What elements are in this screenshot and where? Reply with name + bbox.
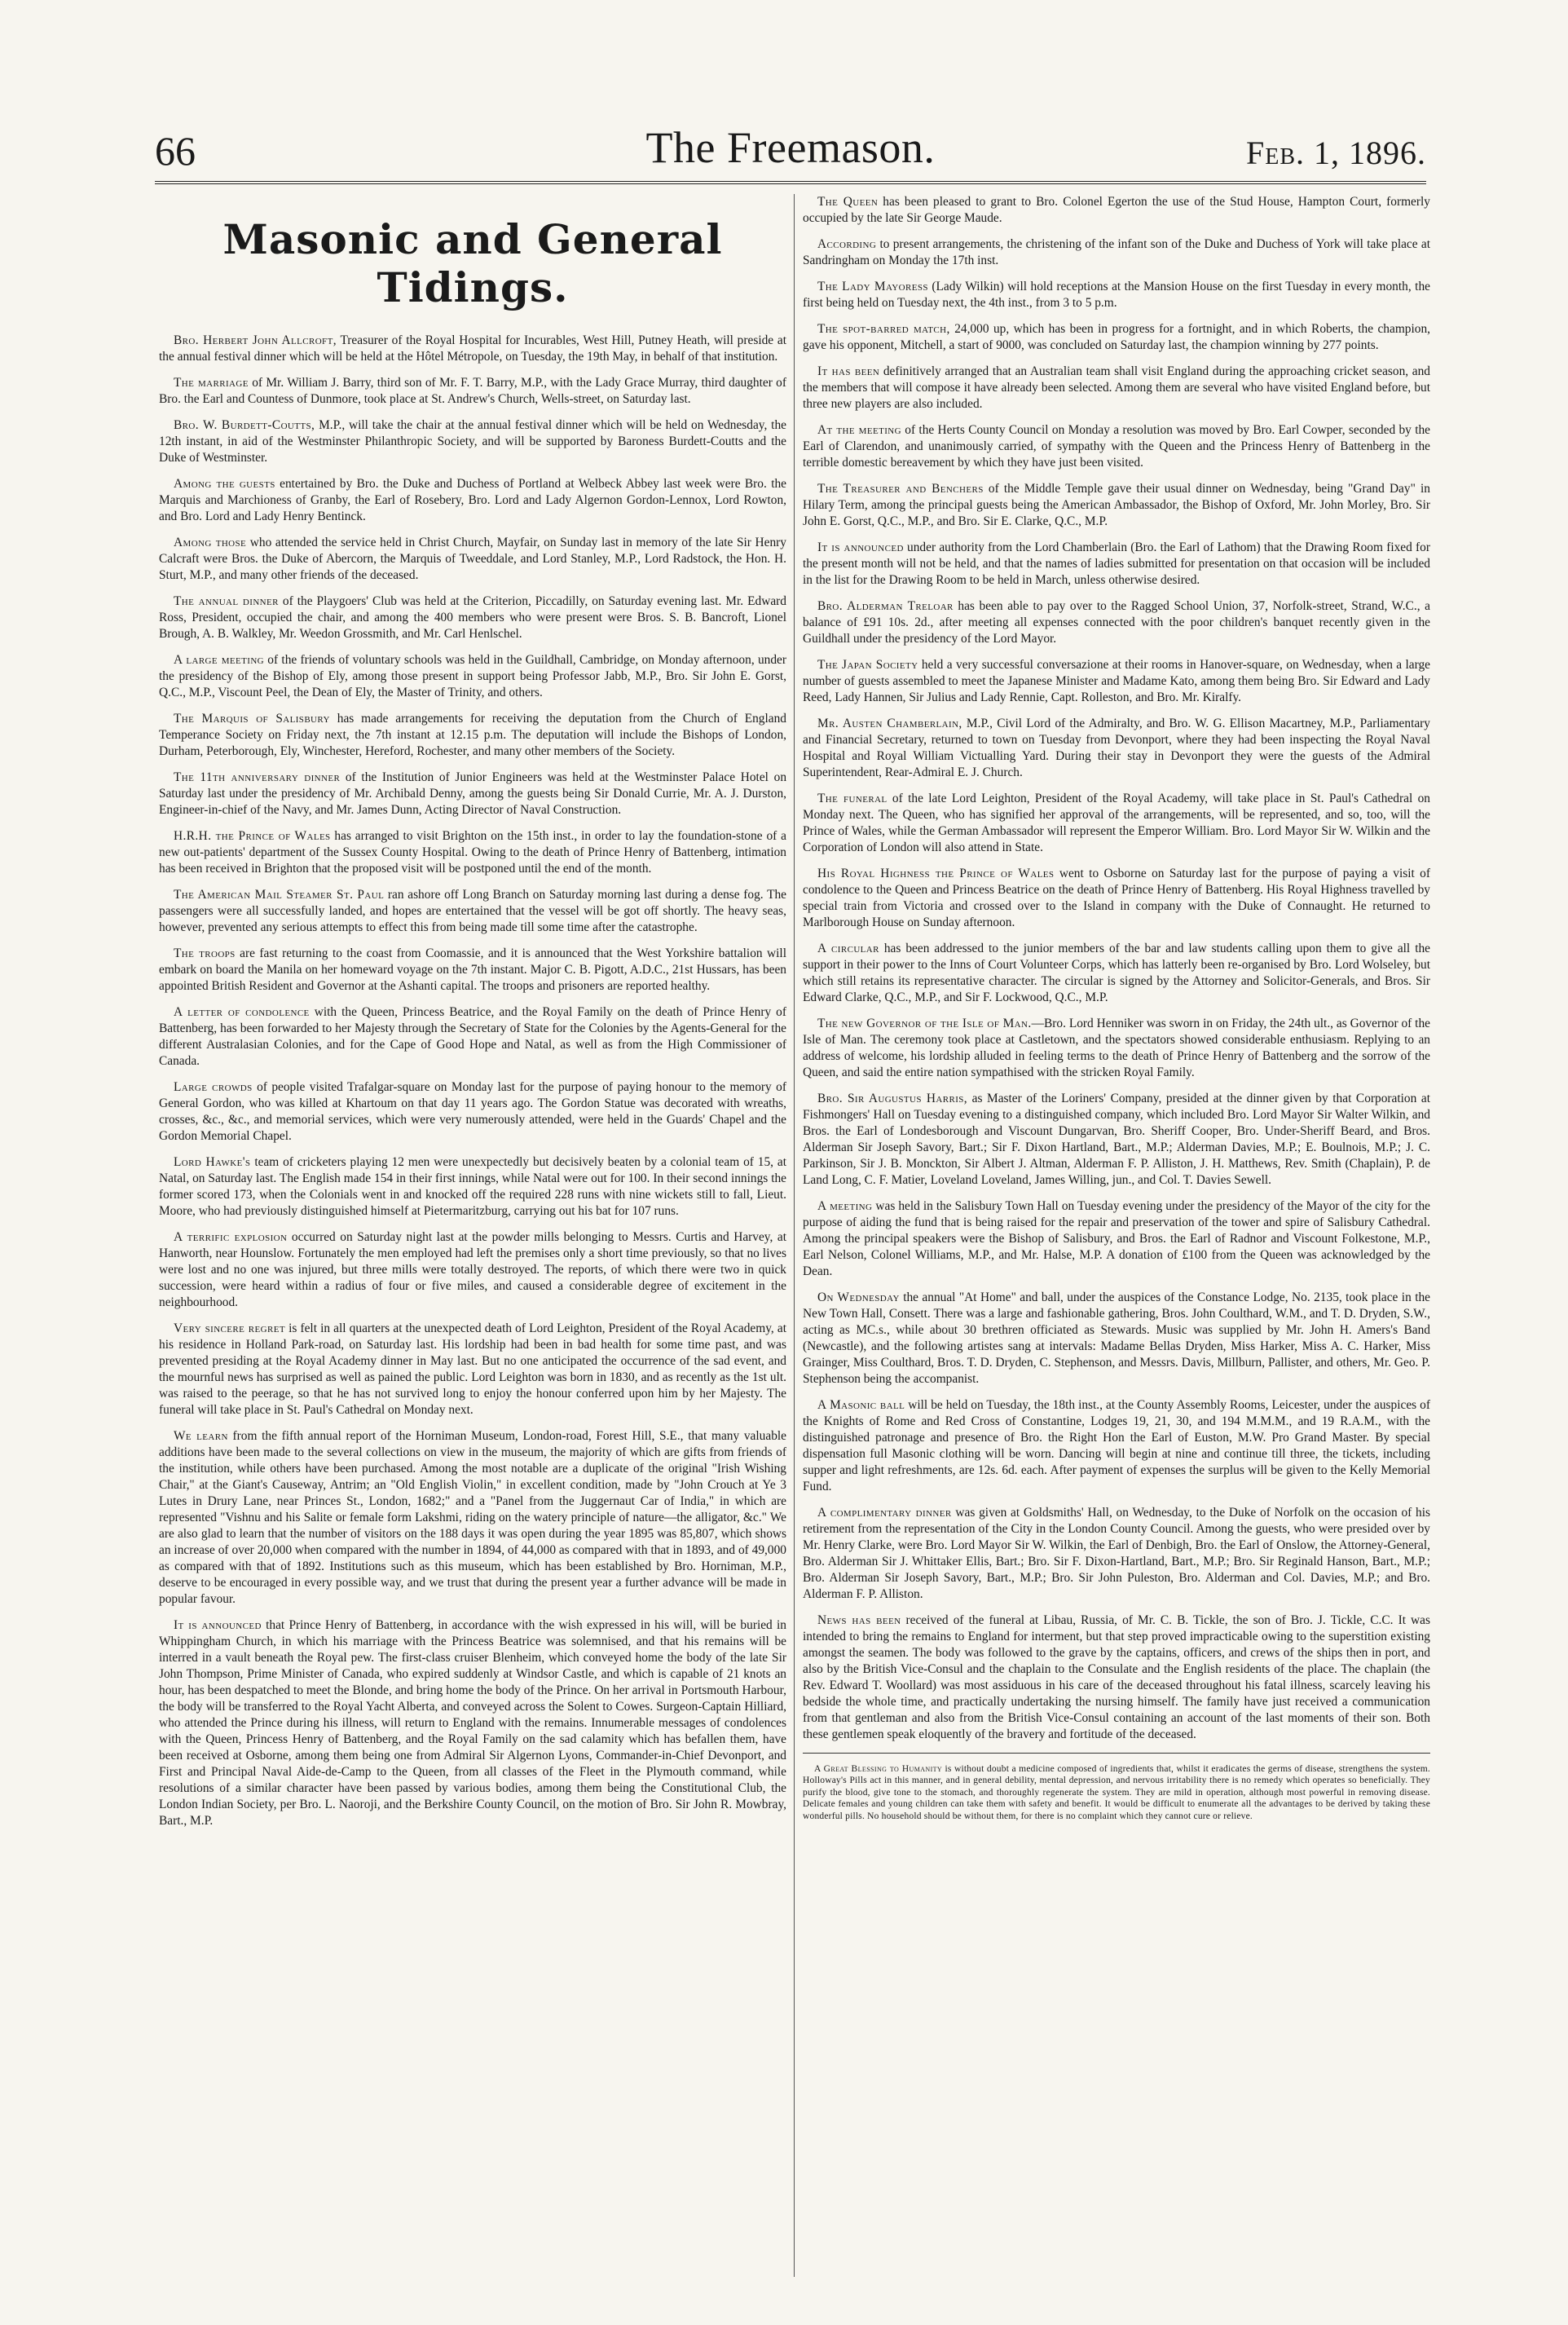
news-item-text: occurred on Saturday night last at the powder mills belonging to Messrs. Curtis and Harvey, at Hanworth, near Hounslow. Fortunately the men employed had left the premises only a short time previously, so that no lives were lost and no one was injured, but three mills were totally destroyed. The reports, of which there were two in quick succession, were heard within a radius of four or five miles, and caused a considerable degree of excitement in the neighbourhood. bbox=[159, 1230, 786, 1309]
news-item-lead: The Lady Mayoress bbox=[817, 280, 928, 293]
news-item bbox=[803, 279, 1430, 311]
news-item bbox=[803, 481, 1430, 530]
news-item-text: as Master of the Loriners' Company, presided at the dinner given by that Corporation at Fishmongers' Hall on Tuesday evening to a distinguished company, which included Bro. Lord Mayor Sir Walter Wilkin, and Bros. the Earl of Londesborough and Viscount Dungarvan, Bro. Sheriff Cooper, Bro. Under-Sheriff Beard, and Bros. Alderman Sir Joseph Savory, Bart.; Sir F. Dixon Hartland, Bart., M.P.; Alderman Davies, M.P.; E. Boulnois, M.P.; J. C. Parkinson, Sir J. B. Monckton, Sir Albert J. Altman, Alderman F. P. Alliston, J. H. Matthews, Rev. Smith (Chaplain), P. de Land Long, C. F. Matier, Loveland Loveland, James Willing, jun., and Col. T. Davies Sewell. bbox=[803, 1092, 1430, 1187]
news-item-lead: On Wednesday bbox=[817, 1290, 900, 1304]
news-item-text: of the Herts County Council on Monday a resolution was moved by Bro. Earl Cowper, seconded by the Earl of Clarendon, and unanimously carried, of sympathy with the Queen and the Princess Henry of Battenberg in the terrible domestic bereavement by which they have just been visited. bbox=[803, 423, 1430, 470]
news-item bbox=[803, 1290, 1430, 1388]
news-item-lead: The American Mail Steamer St. Paul bbox=[174, 888, 385, 902]
left-column bbox=[159, 194, 786, 2276]
news-item-text: went to Osborne on Saturday last for the purpose of paying a visit of condolence to the Queen and Princess Beatrice on the death of Prince Henry of Battenberg. His Royal Highness travelled by special train from Victoria and crossed over to the Island in company with the Duke of Connaught. He returned to Marlborough House on Sunday afternoon. bbox=[803, 867, 1430, 929]
right-column-articles bbox=[803, 194, 1430, 1743]
news-item bbox=[159, 1321, 786, 1418]
news-item-lead: Lord Hawke's bbox=[174, 1155, 251, 1169]
news-item-text: will be held on Tuesday, the 18th inst., at the County Assembly Rooms, Leicester, under the auspices of the Knights of Rome and Red Cross of Constantine, Lodges 19, 21, 30, and 194 M.M.M., and 19 R.A.M., with the distinguished patronage and presence of Bro. the Right Hon the Earl of Euston, M.W. Pro Grand Master. By special dispensation full Masonic clothing will be worn. Dancing will begin at nine and continue till three, the tickets, including supper and light refreshments, are 12s. 6d. each. After payment of expenses the surplus will be given to the Kelly Memorial Fund. bbox=[803, 1398, 1430, 1493]
news-item-lead: The annual dinner bbox=[174, 594, 279, 608]
news-item bbox=[803, 540, 1430, 589]
news-item bbox=[159, 333, 786, 365]
news-item-text: has made arrangements for receiving the deputation from the Church of England Temperance Society on Friday next, the 7th instant at 12.15 p.m. The deputation will include the Bishops of London, Durham, Peterborough, Ely, Winchester, Hereford, Rochester, and many other members of the Society. bbox=[159, 712, 786, 758]
news-item bbox=[803, 1397, 1430, 1495]
left-column-articles bbox=[159, 333, 786, 1829]
news-item-lead: Bro. W. Burdett-Coutts, bbox=[174, 418, 315, 432]
news-item bbox=[159, 828, 786, 877]
advert-divider bbox=[803, 1753, 1430, 1754]
news-item-text: the annual "At Home" and ball, under the auspices of the Constance Lodge, No. 2135, took place in the New Town Hall, Consett. There was a large and fashionable gathering, Bros. John Coulthard, W.M., and T. D. Dryden, S.W., acting as MC.s., while about 30 brethren officiated as Stewards. Music was supplied by Mr. John H. Amers's Band (Newcastle), and the following artistes sang at intervals: Madame Bellas Dryden, Miss Harker, Miss A. C. Harker, Miss Grainger, Miss Coulthard, Bros. T. D. Dryden, C. Stephenson, and Messrs. Davis, Millburn, Pallister, and others, Mr. Geo. P. Stephenson being the accompanist. bbox=[803, 1290, 1430, 1386]
news-item-text: that Prince Henry of Battenberg, in accordance with the wish expressed in his will, will be buried in Whippingham Church, in which his marriage with the Princess Beatrice was solemnised, and that his remains will be interred in a vault beneath the Royal pew. The first-class cruiser Blenheim, which conveyed home the body of the late Sir John Thompson, Prime Minister of Canada, who expired suddenly at Windsor Castle, and which is capable of 21 knots an hour, has been despatched to meet the Blonde, and bring home the body of the Prince. On her arrival in Portsmouth Harbour, the body will be transferred to the Royal Yacht Alberta, and conveyed across the Solent to Cowes. Surgeon-Captain Hilliard, who attended the Prince during his illness, will return to England with the remains. Innumerable messages of condolences with the Queen, Princess Henry of Battenberg, and the Royal Family on the sad calamity which has befallen them, have been received at Osborne, among them being one from Admiral Sir Algernon Lyons, Commander-in-Chief Devonport, and First and Principal Naval Aide-de-Camp to the Queen, from all classes of the Fleet in the Plymouth command, while resolutions of a similar character have been passed by various bodies, among them being the Constitutional Club, the London Indian Society, per Bro. L. Naoroji, and the Berkshire County Council, on the motion of Bro. Sir John R. Mowbray, Bart., M.P. bbox=[159, 1618, 786, 1828]
news-item-text: M.P., Civil Lord of the Admiralty, and Bro. W. G. Ellison Macartney, M.P., Parliamentary and Financial Secretary, returned to town on Tuesday from Devonport, where they had been inspecting the Royal Naval Hospital and Royal William Victualling Yard. During their stay in Devonport they were the guests of the Admiral Superintendent, Rear-Admiral E. J. Church. bbox=[803, 717, 1430, 779]
news-item-lead: The marriage bbox=[174, 376, 249, 390]
news-item-text: under authority from the Lord Chamberlain (Bro. the Earl of Lathom) that the Drawing Room fixed for the present month will not be held, and that the names of ladies submitted for presentation on that occasion will be included in the list for the Drawing Room to be held in March, unless otherwise desired. bbox=[803, 540, 1430, 587]
news-item bbox=[159, 1004, 786, 1070]
news-item-text: who attended the service held in Christ Church, Mayfair, on Sunday last in memory of the late Sir Henry Calcraft were Bros. the Duke of Abercorn, the Marquis of Tweeddale, and Lord Stanley, M.P., Lord Radstock, the Hon. H. Sturt, M.P., and many other friends of the deceased. bbox=[159, 536, 786, 582]
news-item bbox=[803, 1091, 1430, 1189]
news-item-text: of the late Lord Leighton, President of the Royal Academy, will take place in St. Paul's Cathedral on Monday next. The Queen, who has signified her approval of the arrangements, will be represented, and so, too, will the Prince of Wales, while the German Ambassador will represent the Emperor William. Bro. Lord Mayor Sir W. Wilkin and the Corporation of London will also attend in State. bbox=[803, 792, 1430, 854]
right-column bbox=[803, 194, 1430, 2276]
news-item-text: —Bro. Lord Henniker was sworn in on Friday, the 24th ult., as Governor of the Isle of Man. The ceremony took place at Castletown, and the spectators showed considerable enthusiasm. Replying to an address of welcome, his lordship alluded in feeling terms to the death of Prince Henry of Battenberg and the sorrow of the Queen, and said the entire nation sympathised with the stricken Royal Family. bbox=[803, 1017, 1430, 1079]
news-item-lead: Large crowds bbox=[174, 1080, 253, 1094]
news-item-text: entertained by Bro. the Duke and Duchess of Portland at Welbeck Abbey last week were Bro. the Marquis and Marchioness of Granby, the Earl of Rosebery, Bro. Lord and Lady Algernon Gordon-Lennox, Lord Rowton, and Bro. Lord and Lady Henry Bentinck. bbox=[159, 477, 786, 523]
news-item-lead: At the meeting bbox=[817, 423, 901, 437]
news-item bbox=[159, 1079, 786, 1145]
news-item bbox=[159, 887, 786, 936]
news-item-text: M.P., will take the chair at the annual festival dinner which will be held on Wednesday, the 12th instant, in aid of the Westminster Philanthropic Society, and will be supported by Baroness Burdett-Coutts and the Duke of Westminster. bbox=[159, 418, 786, 465]
news-item-lead: A meeting bbox=[817, 1199, 873, 1213]
news-item-lead: The Marquis of Salisbury bbox=[174, 712, 330, 726]
column-divider bbox=[794, 194, 795, 2277]
news-item bbox=[803, 422, 1430, 471]
news-item bbox=[159, 535, 786, 584]
news-item-lead: A circular bbox=[817, 942, 879, 955]
news-item bbox=[803, 1198, 1430, 1280]
news-item-text: (Lady Wilkin) will hold receptions at the Mansion House on the first Tuesday in every month, the first being held on Tuesday next, the 4th inst., from 3 to 5 p.m. bbox=[803, 280, 1430, 310]
news-item-text: of the Middle Temple gave their usual dinner on Wednesday, being "Grand Day" in Hilary Term, among the principal guests being the American Ambassador, the Bishop of Oxford, Mr. John Morley, Bro. Sir John E. Gorst, Q.C., M.P., and Bro. Sir E. Clarke, Q.C., M.P. bbox=[803, 482, 1430, 528]
news-item bbox=[803, 1612, 1430, 1743]
news-item-text: definitively arranged that an Australian team shall visit England during the approaching cricket season, and the members that will compose it have already been selected. Among them are several who have visited England before, but three new players are also included. bbox=[803, 364, 1430, 411]
news-item-lead: A complimentary dinner bbox=[817, 1506, 952, 1520]
news-item bbox=[159, 1154, 786, 1220]
news-item-text: Treasurer of the Royal Hospital for Incurables, West Hill, Putney Heath, will preside at the annual festival dinner which will be held at the Hôtel Métropole, on Tuesday, the 19th May, in behalf of that institution. bbox=[159, 333, 786, 364]
news-item-lead: Bro. Sir Augustus Harris, bbox=[817, 1092, 968, 1105]
news-item bbox=[159, 375, 786, 408]
news-item bbox=[159, 946, 786, 995]
news-item-text: received of the funeral at Libau, Russia, of Mr. C. B. Tickle, the son of Bro. J. Tickle, C.C. It was intended to bring the remains to England for interment, but that step proved impracticable owing to the superstition existing amongst the seamen. The body was followed to the grave by the captains, officers, and crews of the ships then in port, and also by the British Vice-Consul and the chaplain to the Consulate and the English residents of the place. The chaplain (the Rev. Edward T. Woollard) was most assiduous in his care of the deceased throughout his fatal illness, scarcely leaving his bedside the whole time, and practically undertaking the nursing himself. The family have just received a communication from that gentleman and also from the British Vice-Consul containing an account of the last moments of their son. Both these gentlemen speak eloquently of the bravery and fortitude of the deceased. bbox=[803, 1613, 1430, 1741]
news-item-lead: H.R.H. the Prince of Wales bbox=[174, 829, 331, 843]
news-item-lead: A terrific explosion bbox=[174, 1230, 288, 1244]
news-item-text: team of cricketers playing 12 men were unexpectedly but decisively beaten by a colonial team of 15, at Natal, on Saturday last. The English made 154 in their first innings, while Natal were out for 100. In their second innings the former scored 173, when the Colonials went in and knocked off the required 228 runs with nine wickets still to fall, Lieut. Moore, who had previously distinguished himself at Pietermaritzburg, carrying out his bat for 107 runs. bbox=[159, 1155, 786, 1218]
news-item-lead: It is announced bbox=[817, 540, 904, 554]
news-item-lead: The Queen bbox=[817, 195, 879, 209]
news-item-lead: Among the guests bbox=[174, 477, 275, 491]
news-item bbox=[803, 364, 1430, 412]
news-item-lead: The spot-barred match, bbox=[817, 322, 950, 336]
news-item-lead: The Japan Society bbox=[817, 658, 918, 672]
news-item-lead: It has been bbox=[817, 364, 880, 378]
news-item-lead: A large meeting bbox=[174, 653, 265, 667]
advertisement bbox=[803, 1763, 1430, 1823]
news-item-text: from the fifth annual report of the Horniman Museum, London-road, Forest Hill, S.E., that many valuable additions have been made to the several collections on view in the museum, the majority of which are gifts from friends of the institution, while others have been purchased. Among the most notable are a duplicate of the original "Irish Wishing Chair," at the Giant's Causeway, Antrim; an "Old English Violin," in excellent condition, made by "John Crouch at Ye 3 Lutes in Drury Lane, near Princes St., London, 1682;" and a "Panel from the Juggernaut Car of India," in which are represented "Vishnu and his Salite or female form Lakshmi, riding on the watery principle of nature—the alligator, &c." We are also glad to learn that the number of visitors on the 188 days it was open during the year 1895 was 85,807, which shows an increase of over 20,000 when compared with the number in 1894, of 44,000 as compared with that in 1893, and of 49,000 as compared with that of 1892. Institutions such as this museum, which has been established by Bro. Horniman, M.P., deserve to be encouraged in every possible way, and we trust that during the present year a further advance will be made in popular favour. bbox=[159, 1429, 786, 1606]
news-item bbox=[803, 1505, 1430, 1603]
news-item bbox=[803, 657, 1430, 706]
news-item-lead: A letter of condolence bbox=[174, 1005, 310, 1019]
news-item-text: ran ashore off Long Branch on Saturday morning last during a dense fog. The passengers were all successfully landed, and hopes are entertained that the vessel will be got off shortly. The heavy seas, however, prevented any serious attempts to effect this from being made till some time after the catastrophe. bbox=[159, 888, 786, 934]
page-number: 66 bbox=[155, 128, 196, 174]
news-item bbox=[803, 1016, 1430, 1081]
news-item bbox=[159, 417, 786, 466]
advert-text: is without doubt a medicine composed of ingredients that, whilst it eradicates the germs of disease, strengthens the system. Holloway's Pills act in this manner, and in general debility, mental depression, and nervous irritability there is no remedy which operates so beneficially. They purify the blood, give tone to the stomach, and thoroughly regenerate the system. They are mild in operation, although most powerful in removing disease. Delicate females and young children can take them with safety and benefit. It would be difficult to enumerate all the advantages to be derived by taking these wonderful pills. No household should be without them, for there is no complaint which they cannot cure or relieve. bbox=[803, 1763, 1430, 1821]
news-item-text: has been pleased to grant to Bro. Colonel Egerton the use of the Stud House, Hampton Court, formerly occupied by the late Sir George Maude. bbox=[803, 195, 1430, 225]
news-item bbox=[803, 791, 1430, 856]
news-item-text: of Mr. William J. Barry, third son of Mr. F. T. Barry, M.P., with the Lady Grace Murray, third daughter of Bro. the Earl and Countess of Dunmore, took place at St. Andrew's Church, Wells-street, on Saturday last. bbox=[159, 376, 786, 406]
news-item-lead: According bbox=[817, 237, 877, 251]
news-item bbox=[803, 321, 1430, 354]
issue-date: Feb. 1, 1896. bbox=[1245, 135, 1426, 171]
news-item-lead: It is announced bbox=[174, 1618, 262, 1632]
news-item-lead: The funeral bbox=[817, 792, 888, 805]
news-item-lead: Mr. Austen Chamberlain, bbox=[817, 717, 962, 730]
news-item-text: of people visited Trafalgar-square on Monday last for the purpose of paying honour to the memory of General Gordon, who was killed at Khartoum on that day 11 years ago. The Gordon Statue was decorated with wreaths, crosses, &c., &c., and memorial services, which were very numerously attended, were held in the Guards' Chapel and the Gordon Memorial Chapel. bbox=[159, 1080, 786, 1143]
news-item-text: 24,000 up, which has been in progress for a fortnight, and in which Roberts, the champion, gave his opponent, Mitchell, a start of 9000, was concluded on Saturday last, the champion winning by 277 points. bbox=[803, 322, 1430, 352]
section-title: Masonic and General Tidings. bbox=[222, 215, 723, 311]
masthead-rule bbox=[155, 181, 1426, 184]
news-item-lead: The 11th anniversary dinner bbox=[174, 770, 341, 784]
news-item-text: held a very successful conversazione at their rooms in Hanover-square, on Wednesday, when a large number of guests assembled to meet the Japanese Minister and Madame Kato, among them being Bro. Sir Edward and Lady Reed, Lady Hannen, Sir Julius and Lady Rennie, Capt. Rolleston, and Bro. Mr. Kiralfy. bbox=[803, 658, 1430, 704]
news-item bbox=[159, 770, 786, 818]
newspaper-title: The Freemason. bbox=[645, 123, 936, 172]
news-item-lead: His Royal Highness the Prince of Wales bbox=[817, 867, 1055, 880]
news-item bbox=[803, 236, 1430, 269]
news-item-text: of the friends of voluntary schools was held in the Guildhall, Cambridge, on Monday afternoon, under the presidency of the Bishop of Ely, among those present in support being Professor Jabb, M.P., Bro. Sir John E. Gorst, Q.C., M.P., Viscount Peel, the Dean of Ely, the Master of Trinity, and others. bbox=[159, 653, 786, 699]
advert-lead: A Great Blessing to Humanity bbox=[814, 1763, 943, 1774]
news-item-lead: We learn bbox=[174, 1429, 228, 1443]
news-item-text: was held in the Salisbury Town Hall on Tuesday evening under the presidency of the Mayor of the city for the purpose of aiding the fund that is being raised for the repair and preservation of the tower and spire of Salisbury Cathedral. Among the principal speakers were the Bishop of Salisbury, and Bros. the Earl of Radnor and Viscount Folkestone, M.P., Earl Nelson, Colonel Williams, M.P., and Mr. Halse, M.P. A donation of £100 from the Queen was acknowledged by the Dean. bbox=[803, 1199, 1430, 1278]
news-item bbox=[159, 593, 786, 642]
news-item bbox=[159, 1428, 786, 1608]
news-item-text: has been addressed to the junior members of the bar and law students calling upon them to give all the support in their power to the Inns of Court Volunteer Corps, which has latterly been re-organised by Bro. Lord Wolseley, but which still retains its representative character. The circular is signed by the Attorney and Solicitor-Generals, and Bros. Sir Edward Clarke, Q.C., M.P., and Sir F. Lockwood, Q.C., M.P. bbox=[803, 942, 1430, 1004]
news-item-text: of the Institution of Junior Engineers was held at the Westminster Palace Hotel on Saturday last under the presidency of Mr. Archibald Denny, among the guests being Sir Donald Currie, Mr. A. J. Durston, Engineer-in-chief of the Navy, and Mr. James Dunn, Acting Director of Naval Construction. bbox=[159, 770, 786, 817]
news-item-text: with the Queen, Princess Beatrice, and the Royal Family on the death of Prince Henry of Battenberg, has been forwarded to her Majesty through the Secretary of State for the Colonies by the Agents-General for the different Australasian Colonies, and for the Cape of Good Hope and Natal, as well as from the High Commissioner of Canada. bbox=[159, 1005, 786, 1068]
news-item bbox=[159, 476, 786, 525]
news-item-text: are fast returning to the coast from Coomassie, and it is announced that the West Yorkshire battalion will embark on board the Manila on her homeward voyage on the 7th instant. Major C. B. Pigott, A.D.C., 21st Hussars, has been appointed British Resident and Governor at the Ashanti capital. The troops and prisoners are reported healthy. bbox=[159, 946, 786, 993]
news-item-lead: News has been bbox=[817, 1613, 901, 1627]
news-item-lead: The troops bbox=[174, 946, 236, 960]
news-item-text: of the Playgoers' Club was held at the Criterion, Piccadilly, on Saturday evening last. Mr. Edward Ross, President, occupied the chair, and among the 400 members who were present were Bros. S. B. Bancroft, Lionel Brough, A. B. Walkley, Mr. Weedon Grossmith, and Mr. Carl Henlschel. bbox=[159, 594, 786, 641]
news-item-lead: Very sincere regret bbox=[174, 1321, 285, 1335]
news-item bbox=[159, 1617, 786, 1829]
news-item-lead: Bro. Herbert John Allcroft, bbox=[174, 333, 337, 347]
news-item bbox=[803, 194, 1430, 227]
news-item bbox=[803, 941, 1430, 1006]
news-item bbox=[803, 598, 1430, 647]
news-item-lead: Among those bbox=[174, 536, 247, 549]
news-item bbox=[803, 716, 1430, 781]
news-item-lead: The new Governor of the Isle of Man. bbox=[817, 1017, 1032, 1030]
news-item-lead: Bro. Alderman Treloar bbox=[817, 599, 954, 613]
masthead bbox=[155, 122, 1426, 179]
news-item bbox=[159, 1229, 786, 1311]
news-item bbox=[803, 866, 1430, 931]
news-item-text: is felt in all quarters at the unexpected death of Lord Leighton, President of the Royal Academy, at his residence in Holland Park-road, on Saturday last. His lordship had been in bad health for some time past, and was prevented presiding at the Royal Academy dinner in May last. But no one anticipated the occurrence of the sad event, and the mournful news has surprised as well as pained the public. Lord Leighton was born in 1830, and as recently as the 1st ult. was raised to the peerage, so that he has not survived long to enjoy the honour conferred upon him by her Majesty. The funeral will take place in St. Paul's Cathedral on Monday next. bbox=[159, 1321, 786, 1417]
news-item bbox=[159, 711, 786, 760]
news-item-lead: A Masonic ball bbox=[817, 1398, 905, 1412]
news-item bbox=[159, 652, 786, 701]
news-item-text: to present arrangements, the christening of the infant son of the Duke and Duchess of York will take place at Sandringham on Monday the 17th inst. bbox=[803, 237, 1430, 267]
news-item-text: was given at Goldsmiths' Hall, on Wednesday, to the Duke of Norfolk on the occasion of his retirement from the representation of the City in the London County Council. Among the guests, who were presided over by Mr. Henry Clarke, were Bro. Lord Mayor Sir W. Wilkin, the Earl of Denbigh, Bro. the Earl of Onslow, the Attorney-General, Bro. Alderman Sir J. Whittaker Ellis, Bart.; Bro. Sir F. Dixon-Hartland, Bart., M.P.; Bro. Sir Reginald Hanson, Bart., M.P.; Bro. Alderman Sir Joseph Savory, Bart., M.P.; Bro. Sir John Puleston, Bro. Alderman and Col. Davies, M.P.; and Bro. Alderman F. P. Alliston. bbox=[803, 1506, 1430, 1601]
news-item-lead: The Treasurer and Benchers bbox=[817, 482, 984, 496]
news-item-text: has arranged to visit Brighton on the 15th inst., in order to lay the foundation-stone of a new out-patients' department of the Sussex County Hospital. Owing to the death of Prince Henry of Battenberg, intimation has been received in Brighton that the proposed visit will be postponed until the end of the month. bbox=[159, 829, 786, 876]
news-item-text: has been able to pay over to the Ragged School Union, 37, Norfolk-street, Strand, W.C., a balance of £91 10s. 2d., after meeting all expenses connected with the poor children's banquet recently given in the Guildhall under the presidency of the Lord Mayor. bbox=[803, 599, 1430, 646]
